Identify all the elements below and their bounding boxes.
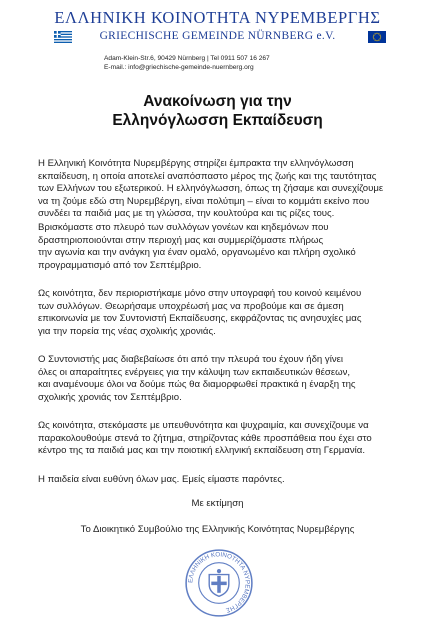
text-line: Ως κοινότητα, στεκόμαστε με υπευθυνότητα και ψυχραιμία, και συνεχίζουμε να <box>38 420 369 431</box>
text-line: επικοινωνία με τον Συντονιστή Εκπαίδευσης, εκφράζοντας τις ανησυχίες μας <box>38 313 362 324</box>
paragraph-parents-associations <box>38 222 423 272</box>
text-line: δραστηριοποιούνται στην περιοχή μας και συμμερίζόμαστε πλήρως <box>38 234 324 246</box>
text-line: σχολικής χρονιάς τον Σεπτέμβριο. <box>38 391 182 403</box>
organization-email[interactable]: E-mail.: info@griechische-gemeinde-nuernberg.org <box>104 63 254 71</box>
text-line: των Ελλήνων του εξωτερικού. Η ελληνόγλωσση, όπως τη ζήσαμε και συνεχίζουμε <box>38 183 384 194</box>
text-line: και αναμένουμε όλοι να δούμε πώς θα διαμορφωθεί πρακτικά η έναρξη της <box>38 379 356 390</box>
text-line: την αγωνία και την ανάγκη για έναν ομαλό, οργανωμένο και πλήρη σχολικό <box>38 247 356 258</box>
title-line: Ελληνόγλωσση Εκπαίδευση <box>112 112 323 129</box>
announcement-title <box>0 92 435 130</box>
eu-flag-icon <box>368 31 386 43</box>
text-line: για την πορεία της νέας σχολικής χρονιάς. <box>38 325 216 337</box>
organization-contact <box>104 55 334 72</box>
text-line: των συλλόγων. Θεωρήσαμε υποχρέωσή μας να προβούμε και σε άμεση <box>38 300 344 312</box>
closing-greeting: Με εκτίμηση <box>191 498 244 509</box>
text-line: Η παιδεία είναι ευθύνη όλων μας. Εμείς είμαστε παρόντες. <box>38 474 285 485</box>
text-line: Ο Συντονιστής μας διαβεβαίωσε ότι από την πλευρά του έχουν ήδη γίνει <box>38 354 344 365</box>
organization-address: Adam-Klein-Str.6, 90429 Nürnberg | Tel 0911 507 16 267 <box>104 55 270 62</box>
text-line: Βρισκόμαστε στο πλευρό των συλλόγων γονέων και κηδεμόνων που <box>38 222 329 233</box>
seal-text: ΕΛΛΗΝΙΚΗ ΚΟΙΝΟΤΗΤΑ ΝΥΡΕΜΒΕΡΓΗΣ <box>187 551 251 614</box>
paragraph-closing-statement <box>38 474 423 487</box>
organization-title: ΕΛΛΗΝΙΚΗ ΚΟΙΝΟΤΗΤΑ ΝΥΡΕΜΒΕΡΓΗΣ <box>54 8 381 27</box>
community-seal-icon <box>184 548 254 618</box>
paragraph-coordinator <box>38 354 423 404</box>
paragraph-communication <box>38 288 423 338</box>
text-line: προγραμματισμό από τον Σεπτέμβριο. <box>38 259 202 271</box>
text-line: όλες οι απαραίτητες ενέργειες για την κάλυψη των εκπαιδευτικών θέσεων, <box>38 366 351 378</box>
paragraph-responsibility <box>38 420 423 458</box>
signature-line: Το Διοικητικό Συμβούλιο της Ελληνικής Κοινότητας Νυρεμβέργης <box>80 524 355 535</box>
letterhead <box>0 0 435 78</box>
text-line: εκπαίδευση, η οποία αποτελεί αναπόσπαστο μέρος της ζωής και της ταυτότητας <box>38 170 377 182</box>
text-line: κέντρο της τα παιδιά μας και την ποιοτική ελληνική εκπαίδευση στη Γερμανία. <box>38 445 365 456</box>
organization-subtitle: GRIECHISCHE GEMEINDE NÜRNBERG e.V. <box>99 30 336 42</box>
text-line: παρακολουθούμε στενά το ζήτημα, στηρίζοντας κάθε προσπάθεια που έχει στο <box>38 432 372 444</box>
paragraph-support <box>38 158 423 221</box>
text-line: συνδέει τα παιδιά μας με τη γλώσσα, την κουλτούρα και τις ρίζες τους. <box>38 208 335 219</box>
text-line: Ως κοινότητα, δεν περιοριστήκαμε μόνο στην υπογραφή του κοινού κειμένου <box>38 288 362 299</box>
text-line: να τη ζούμε εδώ στη Νυρεμβέργη, είναι πολύτιμη – είναι το κομμάτι εκείνο που <box>38 195 370 207</box>
text-line: Η Ελληνική Κοινότητα Νυρεμβέργης στηρίζει έμπρακτα την ελληνόγλωσση <box>38 158 354 169</box>
title-line: Ανακοίνωση για την <box>143 93 292 110</box>
